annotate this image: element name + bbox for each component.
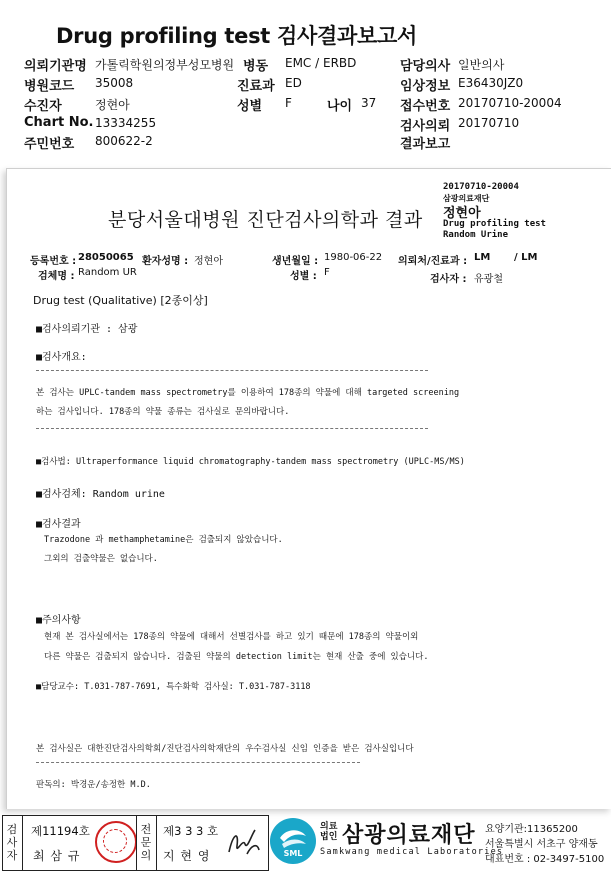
sml-logo-icon: SML [270, 818, 316, 864]
report-title: Drug profiling test 검사결과보고서 [56, 24, 417, 48]
header-label: 임상정보 [400, 79, 451, 94]
result-line-1: Trazodone 과 methamphetamine은 검출되지 않았습니다. [44, 535, 283, 545]
specimen-line: ■검사검체: Random urine [36, 489, 165, 500]
institution-line: ■검사의뢰기관 : 삼광 [36, 324, 138, 335]
foundation-name: 삼광의료재단 [342, 823, 476, 848]
tester-label: 검사자 : [430, 274, 467, 285]
header-label: 접수번호 [400, 99, 451, 114]
header-label: 검사의뢰 [400, 119, 451, 134]
tester-name: 최 삼 규 [33, 849, 81, 863]
overview-line-1: 본 검사는 UPLC-tandem mass spectrometry를 이용하여 178종의 약물에 대해 targeted screening [36, 388, 460, 398]
address: 서울특별시 서초구 양재동 [485, 839, 598, 850]
corner-patient: 정현아 [443, 206, 481, 221]
header-label: 결과보고 [400, 137, 451, 152]
dept-value-2: / LM [514, 252, 538, 263]
tester-value: 유광철 [474, 274, 503, 285]
header-label: Chart No. [24, 115, 94, 130]
dob-value: 1980-06-22 [324, 252, 383, 263]
dept-label: 의뢰처/진료과 : [398, 256, 468, 267]
specialist-license-no: 제3 3 3 호 [163, 824, 219, 838]
tester-license-no: 제11194호 [31, 824, 90, 838]
header-value: 35008 [95, 76, 134, 90]
result-line-2: 그외의 검출약물은 없습니다. [44, 554, 158, 564]
reg-label: 등록번호 : [30, 256, 77, 267]
header-value: 37 [361, 96, 377, 110]
foundation-name-en: Samkwang medical Laboratories [320, 847, 504, 857]
header-value: E36430JZ0 [458, 76, 524, 90]
dept-value: LM [474, 252, 491, 263]
header-value: 800622-2 [95, 134, 153, 148]
header-value: EMC / ERBD [285, 56, 357, 70]
sex-label: 성별 : [290, 271, 317, 282]
header-label: 담당의사 [400, 59, 451, 74]
patient-name-label: 환자성명 : [142, 256, 189, 267]
corner-test: Drug profiling test [443, 219, 546, 229]
header-label: 병원코드 [24, 79, 75, 94]
specimen-value: Random UR [78, 267, 137, 278]
header-value: 20170710 [458, 116, 520, 130]
specimen-label: 검체명 : [38, 271, 75, 282]
certification-line: 본 검사실은 대한진단검사의학회/진단검사의학재단의 우수검사실 신임 인증을 받은 검사실입니다 [36, 744, 414, 754]
corner-receipt-no: 20170710-20004 [443, 182, 519, 192]
overview-heading: ■검사개요: [36, 352, 87, 363]
contact-line: ■담당교수: T.031-787-7691, 특수화학 검사실: T.031-787-3118 [36, 682, 311, 692]
caution-heading: ■주의사항 [36, 615, 81, 626]
header-value: 일반의사 [458, 58, 505, 72]
header-label: 의뢰기관명 [24, 59, 87, 74]
header-label: 수진자 [24, 99, 62, 114]
patient-name-value: 정현아 [194, 256, 223, 267]
header-value: 정현아 [95, 98, 130, 112]
caution-line-1: 현재 본 검사실에서는 178종의 약물에 대해서 선별검사를 하고 있기 때문에 178종의 약물이외 [44, 632, 419, 642]
reg-value: 28050065 [78, 252, 134, 263]
legal-entity-label: 의료 법인 [320, 822, 338, 842]
divider [36, 428, 428, 429]
signature-icon [225, 824, 263, 860]
header-value: 가톨릭학원의정부성모병원 [95, 58, 235, 72]
tester-column-label: 검 사 자 [6, 823, 18, 862]
header-label: 성별 [237, 99, 263, 114]
phone: 대표번호 : 02-3497-5100 [485, 854, 605, 865]
header-value: F [285, 96, 292, 110]
caution-line-2: 다른 약물은 검출되지 않습니다. 검출된 약물의 detection limit는 현재 산출 중에 있습니다. [44, 652, 429, 662]
method-line: ■검사법: Ultraperformance liquid chromatography-tandem mass spectrometry (UPLC-MS/MS) [36, 457, 465, 467]
result-heading: ■검사결과 [36, 519, 81, 530]
sex-value: F [324, 267, 330, 278]
specialist-column-label: 전 문 의 [140, 823, 152, 862]
divider [36, 762, 360, 763]
header-label: 병동 [243, 59, 269, 74]
specialist-name: 지 현 영 [163, 849, 211, 863]
header-label: 진료과 [237, 79, 275, 94]
dob-label: 생년월일 : [272, 256, 319, 267]
header-value: ED [285, 76, 302, 90]
hospital-title: 분당서울대병원 진단검사의학과 결과 [108, 209, 423, 231]
signature-box [2, 815, 269, 871]
header-label: 나이 [327, 99, 353, 114]
reading-doctor: 판독의: 박경운/송정한 M.D. [36, 780, 151, 790]
test-name: Drug test (Qualitative) [2종이상] [33, 294, 208, 307]
divider [36, 370, 428, 371]
corner-org: 삼광의료재단 [443, 194, 490, 203]
red-seal-icon [95, 821, 137, 863]
corner-specimen: Random Urine [443, 230, 509, 240]
header-value: 20170710-20004 [458, 96, 562, 110]
institution-code: 요양기관:11365200 [485, 824, 578, 835]
header-label: 주민번호 [24, 137, 75, 152]
header-value: 13334255 [95, 116, 157, 130]
overview-line-2: 하는 검사입니다. 178종의 약물 종류는 검사실로 문의바랍니다. [36, 407, 290, 417]
